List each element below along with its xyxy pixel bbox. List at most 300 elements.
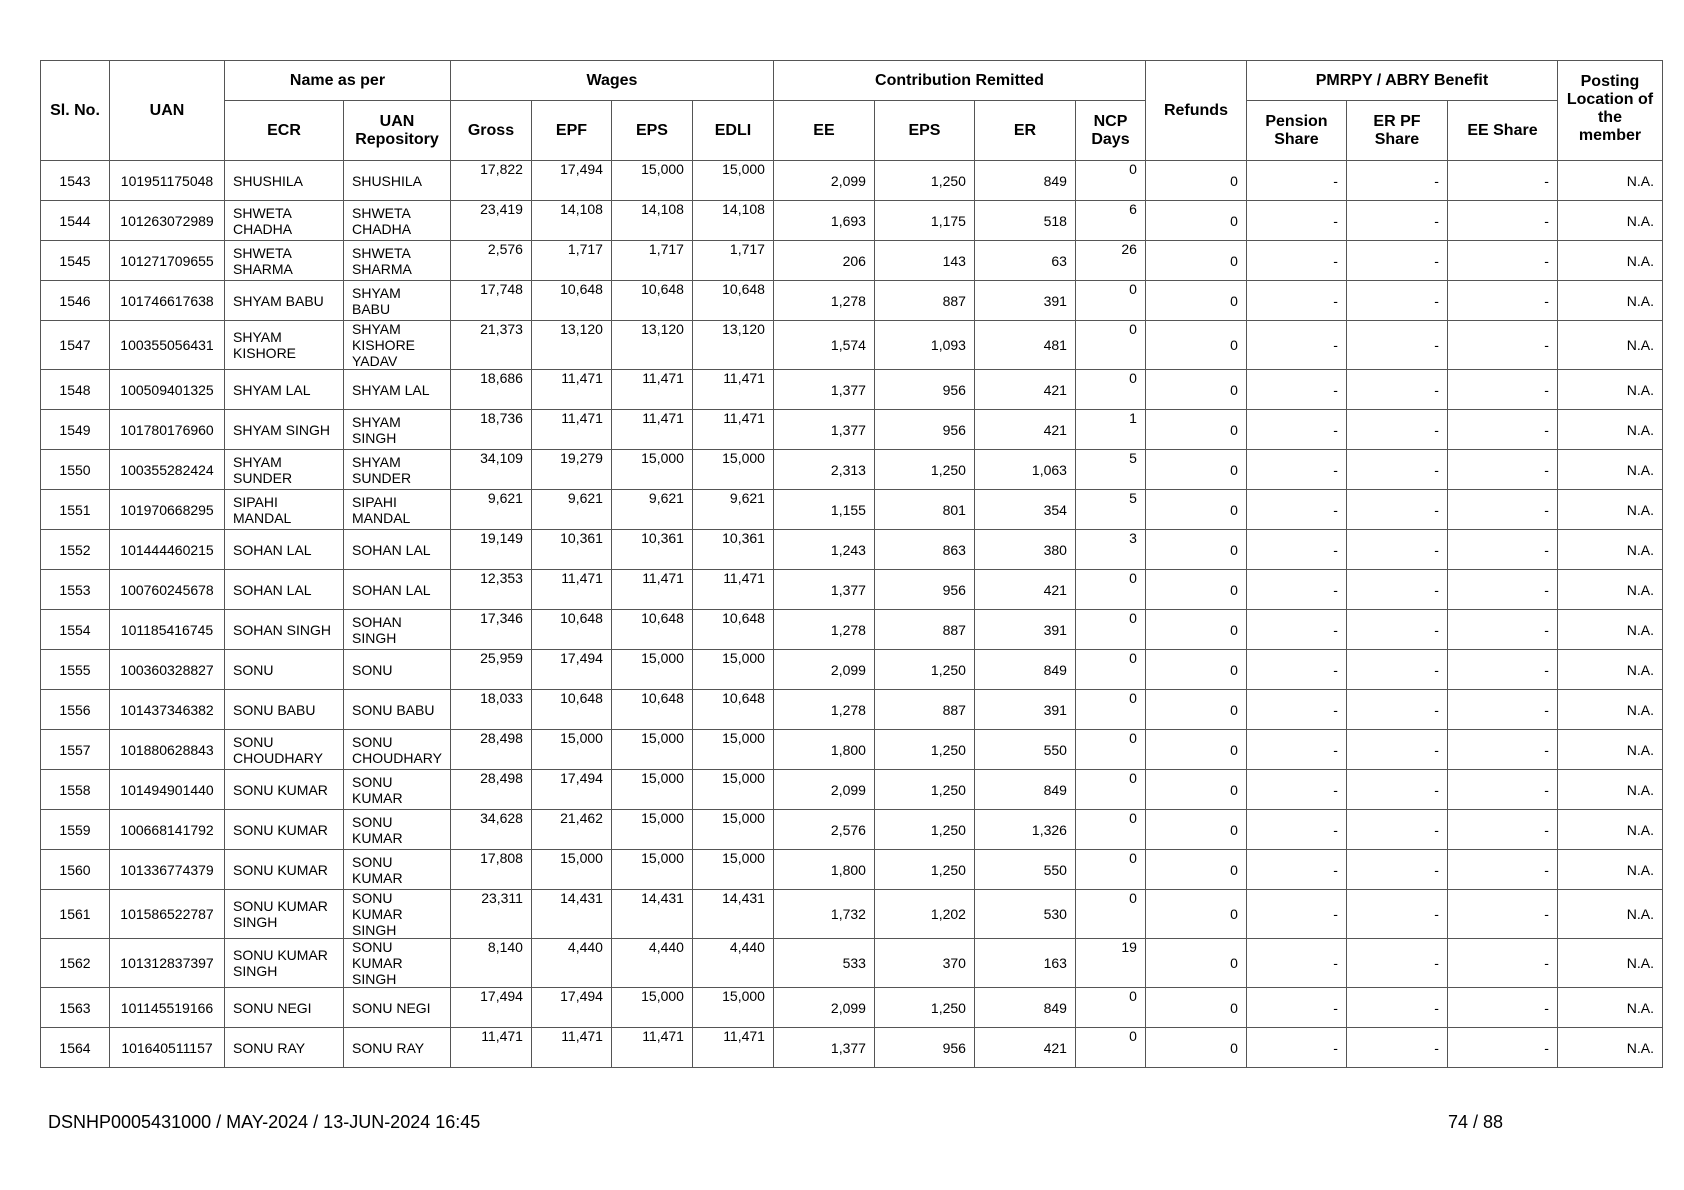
cell-repository-name: SIPAHI MANDAL xyxy=(344,490,451,530)
cell-eps: 11,471 xyxy=(611,1028,692,1068)
cell-contribution-eps: 1,250 xyxy=(874,810,974,850)
cell-pension-share: - xyxy=(1246,810,1346,850)
cell-er: 1,063 xyxy=(974,450,1075,490)
cell-eps: 15,000 xyxy=(611,988,692,1028)
cell-ncp-days: 5 xyxy=(1075,490,1145,530)
cell-refunds: 0 xyxy=(1145,610,1246,650)
cell-sl-no: 1545 xyxy=(41,241,110,281)
cell-edli: 1,717 xyxy=(692,241,773,281)
cell-uan: 101263072989 xyxy=(110,201,225,241)
cell-refunds: 0 xyxy=(1145,321,1246,370)
col-gross: Gross xyxy=(450,101,531,161)
cell-ecr-name: SONU KUMAR SINGH xyxy=(225,939,344,988)
col-er: ER xyxy=(974,101,1075,161)
cell-ncp-days: 0 xyxy=(1075,730,1145,770)
cell-repository-name: SONU KUMAR xyxy=(344,850,451,890)
table-row xyxy=(41,850,1663,890)
cell-sl-no: 1559 xyxy=(41,810,110,850)
cell-repository-name: SONU KUMAR xyxy=(344,810,451,850)
table-row xyxy=(41,281,1663,321)
cell-eps: 10,361 xyxy=(611,530,692,570)
col-ncp-days: NCP Days xyxy=(1075,101,1145,161)
table-row xyxy=(41,730,1663,770)
cell-uan: 101586522787 xyxy=(110,890,225,939)
ecr-contribution-table xyxy=(40,60,1663,1068)
cell-pension-share: - xyxy=(1246,988,1346,1028)
cell-ee: 1,800 xyxy=(773,730,874,770)
cell-repository-name: SOHAN SINGH xyxy=(344,610,451,650)
cell-ee: 1,693 xyxy=(773,201,874,241)
cell-eps: 11,471 xyxy=(611,370,692,410)
cell-ee-share: - xyxy=(1447,690,1557,730)
cell-uan: 101970668295 xyxy=(110,490,225,530)
col-contribution-eps: EPS xyxy=(874,101,974,161)
cell-contribution-eps: 801 xyxy=(874,490,974,530)
cell-pension-share: - xyxy=(1246,890,1346,939)
cell-er-pf-share: - xyxy=(1346,570,1447,610)
cell-edli: 10,648 xyxy=(692,610,773,650)
col-sl-no: Sl. No. xyxy=(41,61,110,161)
cell-contribution-eps: 1,250 xyxy=(874,850,974,890)
cell-ee-share: - xyxy=(1447,410,1557,450)
cell-ee-share: - xyxy=(1447,939,1557,988)
cell-ee: 1,377 xyxy=(773,570,874,610)
cell-edli: 9,621 xyxy=(692,490,773,530)
cell-refunds: 0 xyxy=(1145,281,1246,321)
cell-gross: 8,140 xyxy=(450,939,531,988)
cell-refunds: 0 xyxy=(1145,410,1246,450)
cell-uan: 101780176960 xyxy=(110,410,225,450)
cell-uan: 101494901440 xyxy=(110,770,225,810)
cell-ncp-days: 0 xyxy=(1075,650,1145,690)
cell-pension-share: - xyxy=(1246,1028,1346,1068)
cell-epf: 15,000 xyxy=(531,850,611,890)
cell-er-pf-share: - xyxy=(1346,281,1447,321)
cell-eps: 13,120 xyxy=(611,321,692,370)
table-row xyxy=(41,810,1663,850)
table-row xyxy=(41,610,1663,650)
cell-sl-no: 1560 xyxy=(41,850,110,890)
cell-er: 849 xyxy=(974,161,1075,201)
table-row xyxy=(41,161,1663,201)
cell-repository-name: SONU KUMAR SINGH xyxy=(344,939,451,988)
cell-posting-location: N.A. xyxy=(1557,241,1662,281)
cell-uan: 100355282424 xyxy=(110,450,225,490)
cell-ecr-name: SONU KUMAR xyxy=(225,770,344,810)
cell-refunds: 0 xyxy=(1145,650,1246,690)
cell-refunds: 0 xyxy=(1145,241,1246,281)
cell-refunds: 0 xyxy=(1145,490,1246,530)
cell-gross: 28,498 xyxy=(450,770,531,810)
cell-contribution-eps: 1,250 xyxy=(874,450,974,490)
cell-ncp-days: 0 xyxy=(1075,1028,1145,1068)
cell-pension-share: - xyxy=(1246,321,1346,370)
cell-refunds: 0 xyxy=(1145,810,1246,850)
cell-edli: 13,120 xyxy=(692,321,773,370)
cell-ee: 1,377 xyxy=(773,370,874,410)
table-body xyxy=(41,161,1663,1068)
cell-eps: 10,648 xyxy=(611,610,692,650)
cell-uan: 101185416745 xyxy=(110,610,225,650)
cell-gross: 17,346 xyxy=(450,610,531,650)
cell-sl-no: 1552 xyxy=(41,530,110,570)
cell-er-pf-share: - xyxy=(1346,321,1447,370)
cell-ecr-name: SHWETA CHADHA xyxy=(225,201,344,241)
cell-ee-share: - xyxy=(1447,650,1557,690)
cell-er: 421 xyxy=(974,370,1075,410)
cell-posting-location: N.A. xyxy=(1557,370,1662,410)
cell-gross: 18,033 xyxy=(450,690,531,730)
cell-ee-share: - xyxy=(1447,850,1557,890)
cell-edli: 14,108 xyxy=(692,201,773,241)
cell-contribution-eps: 1,250 xyxy=(874,988,974,1028)
cell-gross: 2,576 xyxy=(450,241,531,281)
cell-ee: 1,278 xyxy=(773,610,874,650)
cell-uan: 101951175048 xyxy=(110,161,225,201)
cell-uan: 101336774379 xyxy=(110,850,225,890)
cell-sl-no: 1554 xyxy=(41,610,110,650)
cell-epf: 15,000 xyxy=(531,730,611,770)
cell-pension-share: - xyxy=(1246,730,1346,770)
cell-edli: 10,648 xyxy=(692,690,773,730)
cell-ee: 1,800 xyxy=(773,850,874,890)
cell-sl-no: 1553 xyxy=(41,570,110,610)
cell-gross: 34,628 xyxy=(450,810,531,850)
cell-ncp-days: 0 xyxy=(1075,890,1145,939)
cell-contribution-eps: 370 xyxy=(874,939,974,988)
cell-er-pf-share: - xyxy=(1346,730,1447,770)
cell-refunds: 0 xyxy=(1145,201,1246,241)
cell-ecr-name: SOHAN LAL xyxy=(225,530,344,570)
cell-ee-share: - xyxy=(1447,321,1557,370)
cell-epf: 10,648 xyxy=(531,281,611,321)
cell-ee-share: - xyxy=(1447,530,1557,570)
cell-ncp-days: 0 xyxy=(1075,570,1145,610)
cell-er: 391 xyxy=(974,610,1075,650)
cell-ncp-days: 0 xyxy=(1075,810,1145,850)
cell-sl-no: 1548 xyxy=(41,370,110,410)
cell-uan: 101145519166 xyxy=(110,988,225,1028)
cell-ecr-name: SONU RAY xyxy=(225,1028,344,1068)
cell-ncp-days: 0 xyxy=(1075,281,1145,321)
cell-epf: 11,471 xyxy=(531,1028,611,1068)
group-pmrpy-abry: PMRPY / ABRY Benefit xyxy=(1246,61,1557,101)
cell-eps: 15,000 xyxy=(611,810,692,850)
cell-edli: 4,440 xyxy=(692,939,773,988)
cell-refunds: 0 xyxy=(1145,370,1246,410)
cell-ee: 2,099 xyxy=(773,650,874,690)
cell-ee: 1,278 xyxy=(773,690,874,730)
cell-gross: 34,109 xyxy=(450,450,531,490)
table-row xyxy=(41,939,1663,988)
cell-posting-location: N.A. xyxy=(1557,810,1662,850)
cell-contribution-eps: 956 xyxy=(874,410,974,450)
cell-pension-share: - xyxy=(1246,570,1346,610)
cell-ee: 206 xyxy=(773,241,874,281)
table-row xyxy=(41,370,1663,410)
cell-uan: 101444460215 xyxy=(110,530,225,570)
col-edli: EDLI xyxy=(692,101,773,161)
cell-er: 163 xyxy=(974,939,1075,988)
cell-contribution-eps: 1,250 xyxy=(874,650,974,690)
cell-pension-share: - xyxy=(1246,690,1346,730)
cell-eps: 1,717 xyxy=(611,241,692,281)
cell-pension-share: - xyxy=(1246,370,1346,410)
cell-ee-share: - xyxy=(1447,490,1557,530)
cell-ee: 1,377 xyxy=(773,410,874,450)
cell-epf: 11,471 xyxy=(531,410,611,450)
cell-edli: 15,000 xyxy=(692,988,773,1028)
cell-er: 421 xyxy=(974,410,1075,450)
cell-eps: 14,431 xyxy=(611,890,692,939)
cell-sl-no: 1563 xyxy=(41,988,110,1028)
cell-er: 481 xyxy=(974,321,1075,370)
group-wages: Wages xyxy=(450,61,773,101)
cell-epf: 4,440 xyxy=(531,939,611,988)
cell-uan: 100760245678 xyxy=(110,570,225,610)
cell-ee: 2,313 xyxy=(773,450,874,490)
cell-er: 391 xyxy=(974,281,1075,321)
cell-eps: 15,000 xyxy=(611,650,692,690)
cell-sl-no: 1543 xyxy=(41,161,110,201)
table-row xyxy=(41,450,1663,490)
cell-pension-share: - xyxy=(1246,850,1346,890)
cell-er: 849 xyxy=(974,988,1075,1028)
cell-er: 550 xyxy=(974,850,1075,890)
cell-pension-share: - xyxy=(1246,490,1346,530)
cell-epf: 14,431 xyxy=(531,890,611,939)
cell-edli: 15,000 xyxy=(692,730,773,770)
cell-contribution-eps: 956 xyxy=(874,1028,974,1068)
cell-pension-share: - xyxy=(1246,770,1346,810)
cell-gross: 23,419 xyxy=(450,201,531,241)
cell-eps: 15,000 xyxy=(611,770,692,810)
cell-edli: 15,000 xyxy=(692,161,773,201)
cell-edli: 14,431 xyxy=(692,890,773,939)
cell-ee-share: - xyxy=(1447,810,1557,850)
cell-posting-location: N.A. xyxy=(1557,321,1662,370)
cell-refunds: 0 xyxy=(1145,890,1246,939)
cell-gross: 23,311 xyxy=(450,890,531,939)
cell-eps: 10,648 xyxy=(611,281,692,321)
col-er-pf-share: ER PF Share xyxy=(1346,101,1447,161)
cell-repository-name: SHWETA CHADHA xyxy=(344,201,451,241)
cell-ee: 1,278 xyxy=(773,281,874,321)
cell-ncp-days: 0 xyxy=(1075,321,1145,370)
cell-uan: 100355056431 xyxy=(110,321,225,370)
cell-eps: 4,440 xyxy=(611,939,692,988)
cell-ee-share: - xyxy=(1447,890,1557,939)
cell-pension-share: - xyxy=(1246,201,1346,241)
cell-epf: 11,471 xyxy=(531,570,611,610)
table-row xyxy=(41,1028,1663,1068)
cell-ee: 1,243 xyxy=(773,530,874,570)
cell-ee-share: - xyxy=(1447,201,1557,241)
col-uan-repository: UAN Repository xyxy=(344,101,451,161)
cell-epf: 19,279 xyxy=(531,450,611,490)
cell-gross: 12,353 xyxy=(450,570,531,610)
cell-posting-location: N.A. xyxy=(1557,1028,1662,1068)
cell-eps: 10,648 xyxy=(611,690,692,730)
table-row xyxy=(41,410,1663,450)
cell-epf: 10,648 xyxy=(531,610,611,650)
cell-ncp-days: 26 xyxy=(1075,241,1145,281)
cell-gross: 18,736 xyxy=(450,410,531,450)
cell-eps: 14,108 xyxy=(611,201,692,241)
cell-er-pf-share: - xyxy=(1346,370,1447,410)
cell-eps: 15,000 xyxy=(611,850,692,890)
cell-epf: 14,108 xyxy=(531,201,611,241)
cell-sl-no: 1555 xyxy=(41,650,110,690)
cell-posting-location: N.A. xyxy=(1557,610,1662,650)
cell-ee: 533 xyxy=(773,939,874,988)
cell-er: 849 xyxy=(974,650,1075,690)
cell-sl-no: 1558 xyxy=(41,770,110,810)
cell-eps: 15,000 xyxy=(611,730,692,770)
cell-sl-no: 1551 xyxy=(41,490,110,530)
cell-epf: 17,494 xyxy=(531,770,611,810)
cell-refunds: 0 xyxy=(1145,939,1246,988)
cell-eps: 15,000 xyxy=(611,450,692,490)
cell-er-pf-share: - xyxy=(1346,410,1447,450)
cell-ee-share: - xyxy=(1447,610,1557,650)
cell-gross: 17,822 xyxy=(450,161,531,201)
cell-pension-share: - xyxy=(1246,281,1346,321)
cell-ecr-name: SOHAN LAL xyxy=(225,570,344,610)
cell-er: 391 xyxy=(974,690,1075,730)
cell-contribution-eps: 863 xyxy=(874,530,974,570)
cell-uan: 101880628843 xyxy=(110,730,225,770)
table-row xyxy=(41,988,1663,1028)
table-row xyxy=(41,570,1663,610)
cell-eps: 11,471 xyxy=(611,570,692,610)
cell-ecr-name: SONU KUMAR xyxy=(225,810,344,850)
cell-ncp-days: 5 xyxy=(1075,450,1145,490)
cell-ncp-days: 0 xyxy=(1075,690,1145,730)
cell-edli: 15,000 xyxy=(692,850,773,890)
cell-contribution-eps: 956 xyxy=(874,370,974,410)
document-reference: DSNHP0005431000 / MAY-2024 / 13-JUN-2024 16:45 xyxy=(48,1112,481,1132)
table-row xyxy=(41,530,1663,570)
cell-gross: 19,149 xyxy=(450,530,531,570)
cell-posting-location: N.A. xyxy=(1557,770,1662,810)
cell-repository-name: SONU RAY xyxy=(344,1028,451,1068)
cell-ncp-days: 0 xyxy=(1075,161,1145,201)
cell-gross: 11,471 xyxy=(450,1028,531,1068)
cell-refunds: 0 xyxy=(1145,530,1246,570)
col-uan: UAN xyxy=(110,61,225,161)
cell-uan: 101437346382 xyxy=(110,690,225,730)
cell-epf: 10,648 xyxy=(531,690,611,730)
cell-gross: 9,621 xyxy=(450,490,531,530)
cell-repository-name: SHYAM LAL xyxy=(344,370,451,410)
cell-pension-share: - xyxy=(1246,650,1346,690)
cell-edli: 15,000 xyxy=(692,650,773,690)
cell-posting-location: N.A. xyxy=(1557,730,1662,770)
cell-edli: 15,000 xyxy=(692,770,773,810)
cell-er: 518 xyxy=(974,201,1075,241)
cell-edli: 11,471 xyxy=(692,1028,773,1068)
cell-ee: 2,099 xyxy=(773,988,874,1028)
cell-posting-location: N.A. xyxy=(1557,570,1662,610)
cell-pension-share: - xyxy=(1246,410,1346,450)
cell-er: 530 xyxy=(974,890,1075,939)
cell-ecr-name: SONU xyxy=(225,650,344,690)
cell-ee-share: - xyxy=(1447,570,1557,610)
cell-er-pf-share: - xyxy=(1346,890,1447,939)
cell-er-pf-share: - xyxy=(1346,530,1447,570)
cell-ee: 1,732 xyxy=(773,890,874,939)
cell-contribution-eps: 1,250 xyxy=(874,770,974,810)
cell-ecr-name: SONU KUMAR SINGH xyxy=(225,890,344,939)
cell-posting-location: N.A. xyxy=(1557,490,1662,530)
cell-er-pf-share: - xyxy=(1346,201,1447,241)
cell-ecr-name: SONU NEGI xyxy=(225,988,344,1028)
cell-epf: 17,494 xyxy=(531,988,611,1028)
table-row xyxy=(41,321,1663,370)
cell-ncp-days: 0 xyxy=(1075,850,1145,890)
group-contribution-remitted: Contribution Remitted xyxy=(773,61,1145,101)
cell-ecr-name: SONU CHOUDHARY xyxy=(225,730,344,770)
cell-ecr-name: SIPAHI MANDAL xyxy=(225,490,344,530)
cell-pension-share: - xyxy=(1246,450,1346,490)
cell-repository-name: SONU CHOUDHARY xyxy=(344,730,451,770)
cell-er-pf-share: - xyxy=(1346,161,1447,201)
cell-gross: 18,686 xyxy=(450,370,531,410)
cell-pension-share: - xyxy=(1246,610,1346,650)
cell-contribution-eps: 1,202 xyxy=(874,890,974,939)
cell-posting-location: N.A. xyxy=(1557,650,1662,690)
col-refunds: Refunds xyxy=(1145,61,1246,161)
cell-contribution-eps: 887 xyxy=(874,610,974,650)
cell-repository-name: SONU xyxy=(344,650,451,690)
cell-ee-share: - xyxy=(1447,988,1557,1028)
cell-ee: 1,377 xyxy=(773,1028,874,1068)
cell-er-pf-share: - xyxy=(1346,770,1447,810)
cell-er-pf-share: - xyxy=(1346,690,1447,730)
col-pension-share: Pension Share xyxy=(1246,101,1346,161)
cell-repository-name: SONU KUMAR SINGH xyxy=(344,890,451,939)
cell-posting-location: N.A. xyxy=(1557,410,1662,450)
cell-uan: 100360328827 xyxy=(110,650,225,690)
cell-posting-location: N.A. xyxy=(1557,530,1662,570)
cell-epf: 17,494 xyxy=(531,650,611,690)
cell-contribution-eps: 1,093 xyxy=(874,321,974,370)
cell-ee-share: - xyxy=(1447,450,1557,490)
cell-ecr-name: SOHAN SINGH xyxy=(225,610,344,650)
cell-sl-no: 1549 xyxy=(41,410,110,450)
cell-contribution-eps: 1,250 xyxy=(874,730,974,770)
page-number: 74 / 88 xyxy=(1448,1112,1504,1132)
cell-ncp-days: 19 xyxy=(1075,939,1145,988)
cell-edli: 11,471 xyxy=(692,370,773,410)
cell-refunds: 0 xyxy=(1145,988,1246,1028)
col-ee: EE xyxy=(773,101,874,161)
cell-sl-no: 1547 xyxy=(41,321,110,370)
cell-repository-name: SOHAN LAL xyxy=(344,530,451,570)
cell-repository-name: SHYAM SUNDER xyxy=(344,450,451,490)
cell-posting-location: N.A. xyxy=(1557,988,1662,1028)
cell-sl-no: 1562 xyxy=(41,939,110,988)
cell-gross: 28,498 xyxy=(450,730,531,770)
cell-sl-no: 1544 xyxy=(41,201,110,241)
cell-ecr-name: SHYAM SINGH xyxy=(225,410,344,450)
cell-contribution-eps: 1,175 xyxy=(874,201,974,241)
cell-er: 63 xyxy=(974,241,1075,281)
cell-contribution-eps: 887 xyxy=(874,281,974,321)
cell-gross: 17,808 xyxy=(450,850,531,890)
cell-er: 550 xyxy=(974,730,1075,770)
